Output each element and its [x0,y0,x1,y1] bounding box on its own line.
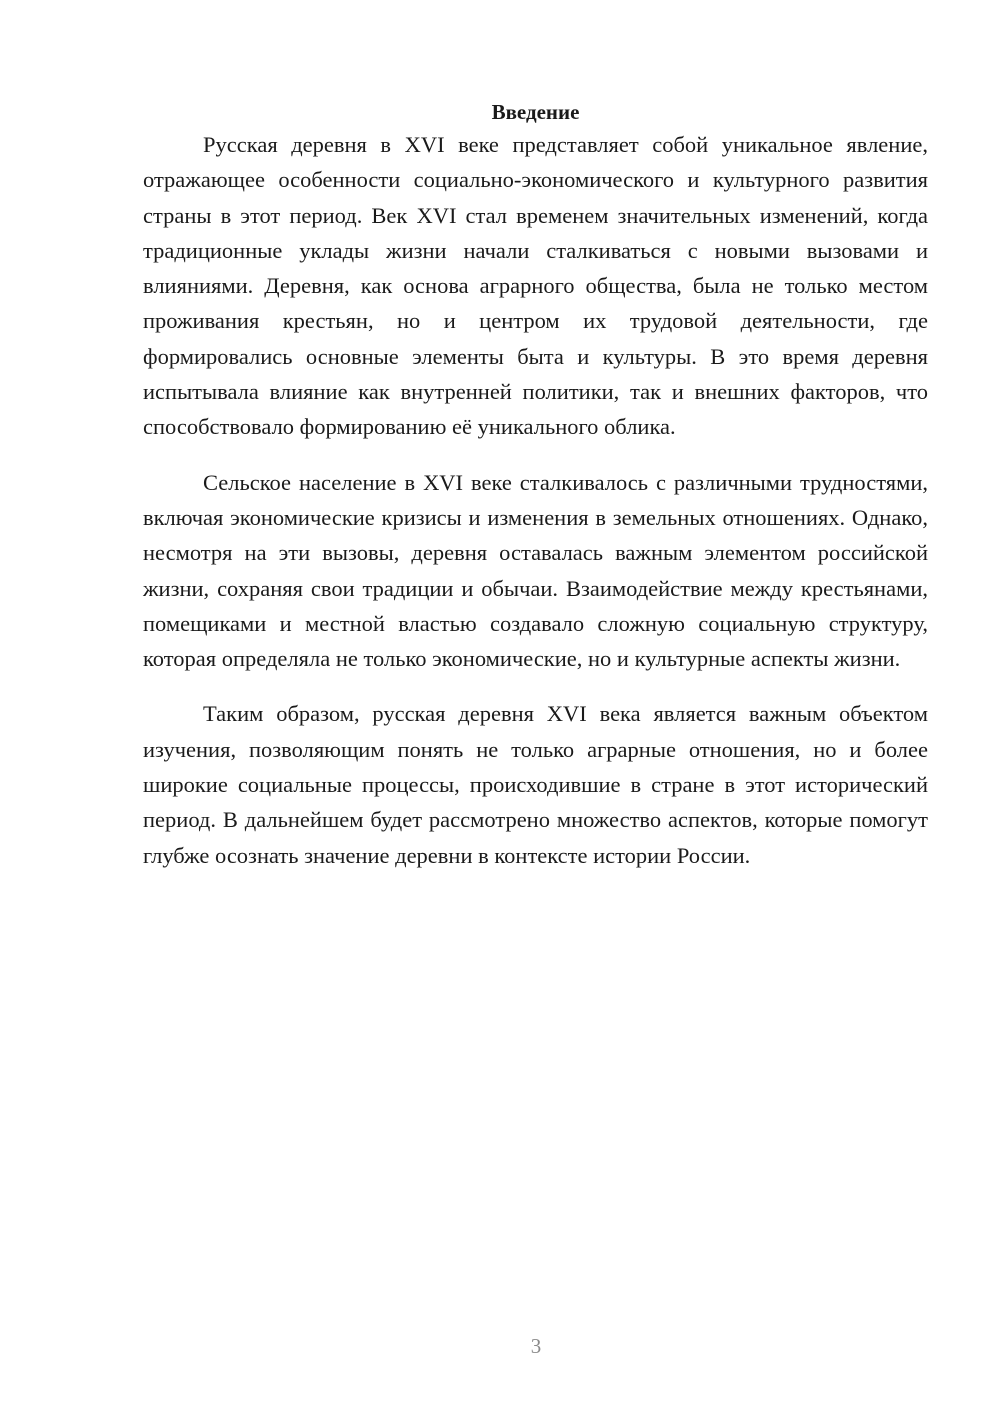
document-body [143,98,928,893]
section-title: Введение [491,100,580,124]
paragraph-1: Русская деревня в XVI веке представляет собой уникальное явление, отражающее особенности социально-экономического и культурного развития страны в этот период. Век XVI стал временем значительных изменений, когда традиционные уклады жизни начали сталкиваться с новыми вызовами и влияниями. Деревня, как основа аграрного общества, была не только местом проживания крестьян, но и центром их трудовой деятельности, где формировались основные элементы быта и культуры. В это время деревня испытывала влияние как внутренней политики, так и внешних факторов, что способствовало формированию её уникального облика. [143,132,928,440]
paragraph-3: Таким образом, русская деревня XVI века является важным объектом изучения, позволяющим понять не только аграрные отношения, но и более широкие социальные процессы, происходившие в стране в этот исторический период. В дальнейшем будет рассмотрено множество аспектов, которые помогут глубже осознать значение деревни в контексте истории России. [143,701,928,868]
paragraph-2: Сельское население в XVI веке сталкивалось с различными трудностями, включая экономические кризисы и изменения в земельных отношениях. Однако, несмотря на эти вызовы, деревня оставалась важным элементом российской жизни, сохраняя свои традиции и обычаи. Взаимодействие между крестьянами, помещиками и местной властью создавало сложную социальную структуру, которая определяла не только экономические, но и культурные аспекты жизни. [143,469,928,672]
page-number: 3 [530,1334,542,1358]
